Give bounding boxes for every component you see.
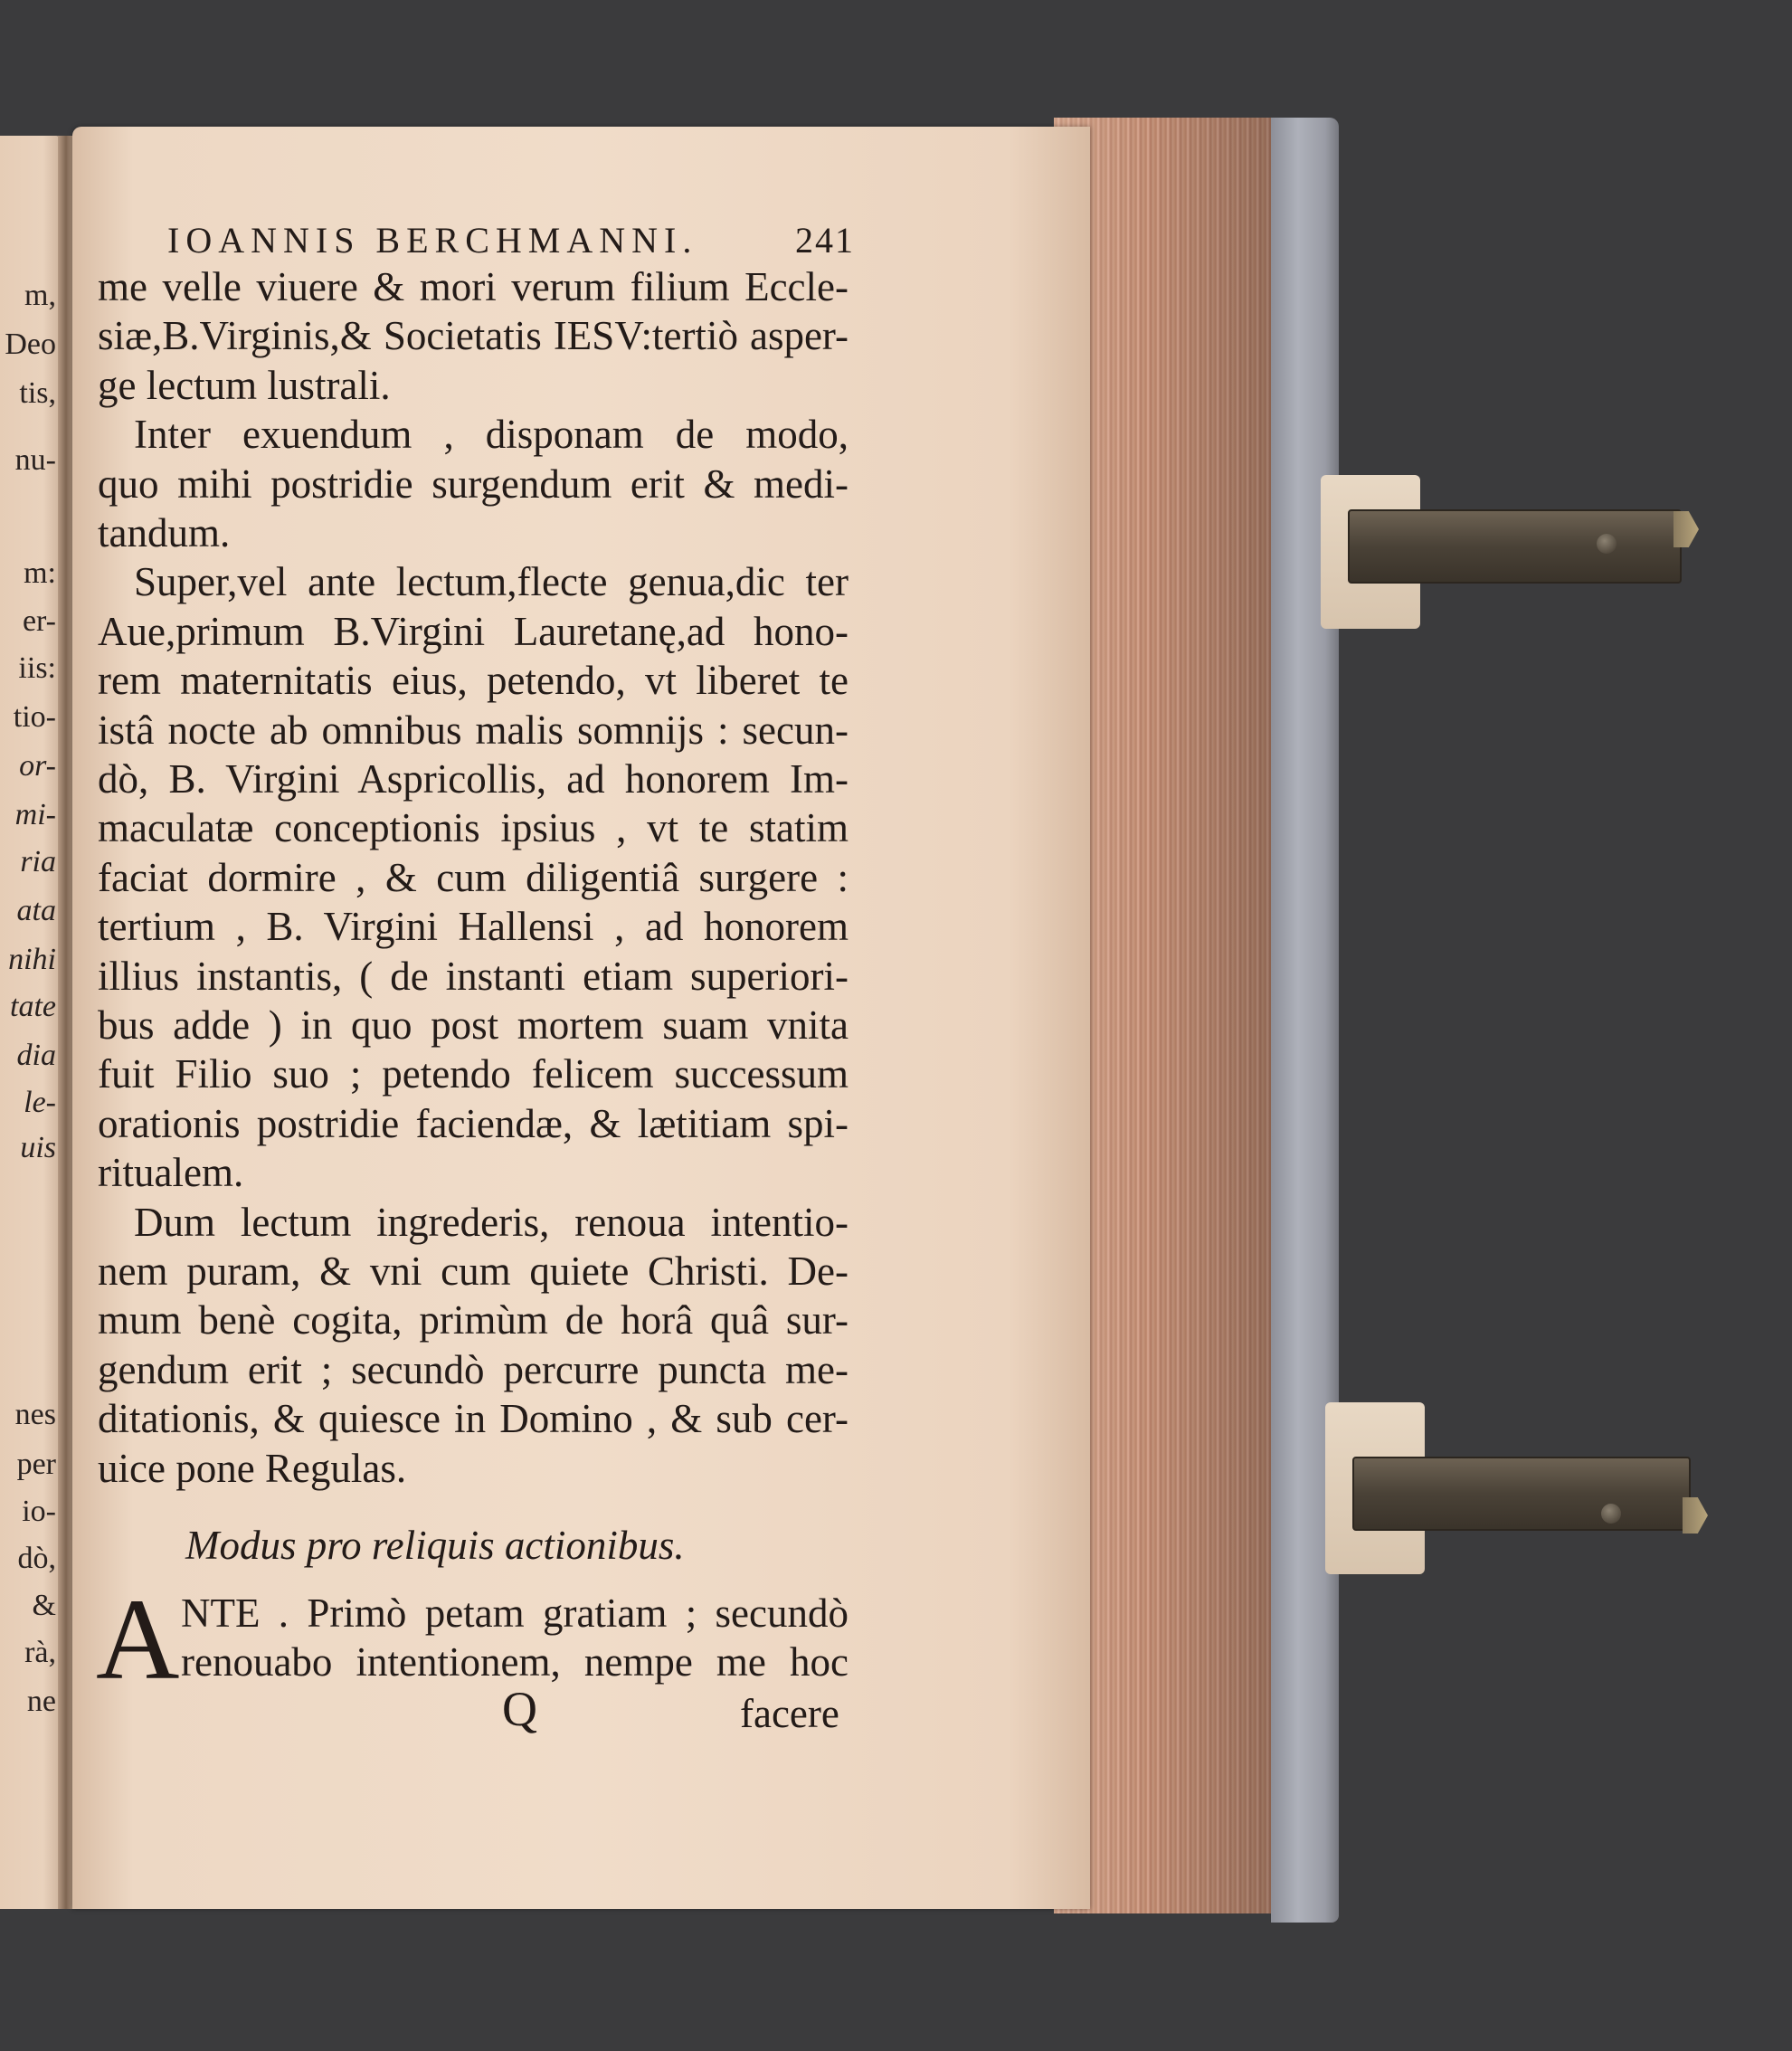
- body-text-line: gendum erit ; secundò percurre puncta me-: [98, 1347, 849, 1392]
- left-page-fragment-line: &: [32, 1589, 56, 1622]
- left-page-fragment-line: uis: [20, 1131, 56, 1164]
- section-line-2: renouabo intentionem, nempe me hoc: [181, 1639, 849, 1685]
- left-page-fragment-line: tio-: [13, 700, 56, 734]
- body-text-line: bus adde ) in quo post mortem suam vnita: [98, 1002, 849, 1048]
- left-page-fragment-line: le-: [24, 1086, 56, 1119]
- body-text-line: orationis postridie faciendæ, & lætitiam spi-: [98, 1101, 849, 1146]
- lower-clasp-metal: [1352, 1457, 1691, 1531]
- left-page-fragment-line: tate: [10, 990, 56, 1023]
- lower-clasp-rivet: [1601, 1504, 1621, 1524]
- left-page-fragment-line: io-: [22, 1495, 56, 1528]
- book-cover-board: [1271, 118, 1339, 1923]
- upper-clasp-metal: [1348, 509, 1682, 584]
- body-text-line: dò, B. Virgini Aspricollis, ad honorem Im-: [98, 756, 849, 802]
- running-head: [167, 219, 855, 261]
- page-number: 241: [795, 220, 855, 261]
- left-page-fragment-line: m,: [24, 279, 56, 312]
- body-text-line: tertium , B. Virgini Hallensi , ad honorem: [98, 904, 849, 949]
- section-line-1: NTE . Primò petam gratiam ; secundò: [181, 1590, 849, 1636]
- upper-clasp-hook: [1673, 511, 1699, 547]
- left-page-fragment-line: tis,: [19, 376, 56, 410]
- left-page-fragment-line: m:: [24, 556, 56, 590]
- body-text-line: uice pone Regulas.: [98, 1446, 407, 1491]
- body-text-line: me velle viuere & mori verum filium Eccle-: [98, 264, 849, 309]
- body-text-line: maculatæ conceptionis ipsius , vt te statim: [98, 805, 849, 850]
- body-text-line: rem maternitatis eius, petendo, vt liberet te: [98, 658, 849, 703]
- body-text-line: ditationis, & quiesce in Domino , & sub cer-: [98, 1396, 849, 1441]
- running-head-title: IOANNIS BERCHMANNI.: [167, 220, 698, 261]
- body-text-line: Super,vel ante lectum,flecte genua,dic ter: [134, 559, 849, 604]
- left-page-fragment-line: ne: [26, 1685, 56, 1718]
- body-text-line: istâ nocte ab omnibus malis somnijs : secun-: [98, 707, 849, 753]
- body-text-line: Inter exuendum , disponam de modo,: [134, 412, 849, 457]
- left-page-fragment-line: ria: [20, 845, 56, 878]
- left-page-fragment-line: er-: [22, 604, 56, 638]
- body-text-line: ge lectum lustrali.: [98, 363, 391, 408]
- body-text-line: illius instantis, ( de instanti etiam superiori-: [98, 954, 849, 999]
- left-page-fragment-line: iis:: [18, 651, 56, 685]
- signature-mark: Q: [502, 1682, 537, 1736]
- left-page-fragment-line: nu-: [14, 443, 56, 477]
- body-text-line: fuit Filio suo ; petendo felicem successum: [98, 1051, 849, 1097]
- left-page-fragment-line: Deo: [5, 328, 56, 361]
- left-page-fragment-line: nes: [14, 1398, 56, 1431]
- body-text-line: faciat dormire , & cum diligentiâ surgere :: [98, 855, 849, 900]
- body-text-line: mum benè cogita, primùm de horâ quâ sur-: [98, 1297, 849, 1343]
- left-page-fragment-line: ata: [16, 894, 56, 927]
- left-page-fragment-line: dia: [16, 1039, 56, 1072]
- section-heading: Modus pro reliquis actionibus.: [185, 1523, 685, 1568]
- catchword: facere: [740, 1691, 839, 1736]
- body-text-line: ritualem.: [98, 1150, 244, 1195]
- body-text-line: Aue,primum B.Virgini Lauretanę,ad hono-: [98, 609, 849, 654]
- left-page-fragment-line: rà,: [24, 1636, 56, 1669]
- left-page-fragment: [0, 136, 62, 1909]
- body-text-line: Dum lectum ingrederis, renoua intentio-: [134, 1200, 849, 1245]
- left-page-fragment-line: or-: [19, 749, 56, 783]
- drop-cap: A: [96, 1575, 180, 1704]
- body-text-line: quo mihi postridie surgendum erit & medi-: [98, 461, 849, 507]
- upper-clasp-rivet: [1597, 534, 1617, 554]
- left-page-fragment-line: per: [16, 1448, 56, 1481]
- body-text-line: siæ,B.Virginis,& Societatis IESV:tertiò asper-: [98, 313, 849, 358]
- left-page-fragment-line: dò,: [17, 1542, 56, 1575]
- lower-clasp-hook: [1683, 1497, 1708, 1534]
- left-page-fragment-line: mi-: [14, 798, 56, 831]
- left-page-fragment-line: nihi: [8, 943, 56, 976]
- body-text-line: tandum.: [98, 510, 231, 555]
- body-text-line: nem puram, & vni cum quiete Christi. De-: [98, 1249, 849, 1294]
